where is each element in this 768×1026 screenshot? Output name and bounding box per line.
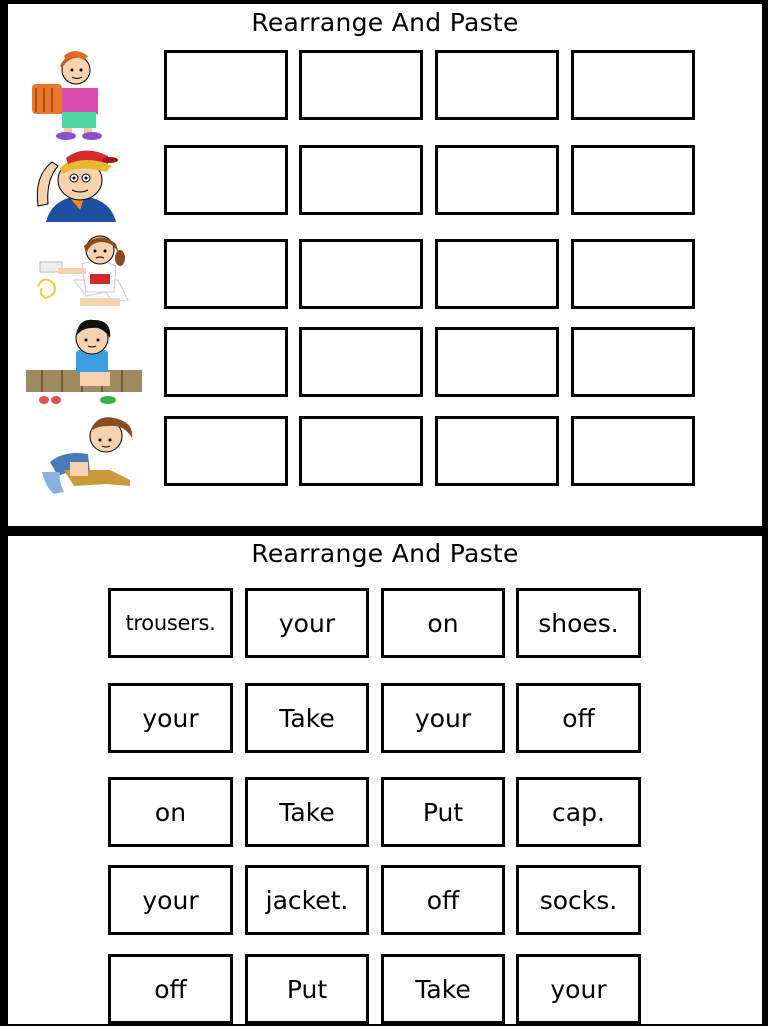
- word-card[interactable]: Put: [381, 777, 505, 847]
- word-card[interactable]: your: [516, 954, 641, 1024]
- word-card[interactable]: your: [381, 683, 505, 753]
- worksheet-title: Rearrange And Paste: [251, 8, 519, 37]
- word-card[interactable]: Take: [245, 683, 369, 753]
- word-card[interactable]: cap.: [516, 777, 641, 847]
- paste-box[interactable]: [571, 416, 695, 486]
- paste-box[interactable]: [435, 239, 559, 309]
- paste-box[interactable]: [571, 327, 695, 397]
- paste-box[interactable]: [299, 327, 423, 397]
- word-card[interactable]: off: [108, 954, 233, 1024]
- worksheet-bottom: [6, 534, 764, 1026]
- paste-box[interactable]: [164, 145, 288, 215]
- boy-taking-off-trousers-icon: [34, 414, 138, 500]
- paste-box[interactable]: [435, 327, 559, 397]
- word-card[interactable]: Take: [245, 777, 369, 847]
- paste-box[interactable]: [571, 50, 695, 120]
- paste-box[interactable]: [299, 50, 423, 120]
- paste-box[interactable]: [164, 50, 288, 120]
- girl-taking-off-socks-icon: [28, 230, 148, 314]
- paste-box[interactable]: [164, 416, 288, 486]
- word-card[interactable]: off: [381, 865, 505, 935]
- word-card[interactable]: your: [108, 865, 233, 935]
- word-card[interactable]: Put: [245, 954, 369, 1024]
- paste-box[interactable]: [164, 327, 288, 397]
- boy-putting-on-jacket-icon: [24, 44, 124, 142]
- paste-box[interactable]: [571, 145, 695, 215]
- boy-putting-on-shoes-icon: [22, 316, 146, 408]
- word-card[interactable]: trousers.: [108, 588, 233, 658]
- paste-box[interactable]: [299, 239, 423, 309]
- word-card[interactable]: on: [381, 588, 505, 658]
- word-card[interactable]: Take: [381, 954, 505, 1024]
- paste-box[interactable]: [435, 416, 559, 486]
- boy-taking-off-cap-icon: [26, 146, 134, 222]
- word-card[interactable]: socks.: [516, 865, 641, 935]
- word-card[interactable]: your: [245, 588, 369, 658]
- word-card[interactable]: shoes.: [516, 588, 641, 658]
- word-card[interactable]: jacket.: [245, 865, 369, 935]
- paste-box[interactable]: [435, 50, 559, 120]
- paste-box[interactable]: [435, 145, 559, 215]
- paste-box[interactable]: [164, 239, 288, 309]
- paste-box[interactable]: [571, 239, 695, 309]
- worksheet-top: [6, 2, 764, 528]
- paste-box[interactable]: [299, 416, 423, 486]
- paste-box[interactable]: [299, 145, 423, 215]
- worksheet-title: Rearrange And Paste: [251, 539, 519, 568]
- word-card[interactable]: your: [108, 683, 233, 753]
- word-card[interactable]: off: [516, 683, 641, 753]
- word-card[interactable]: on: [108, 777, 233, 847]
